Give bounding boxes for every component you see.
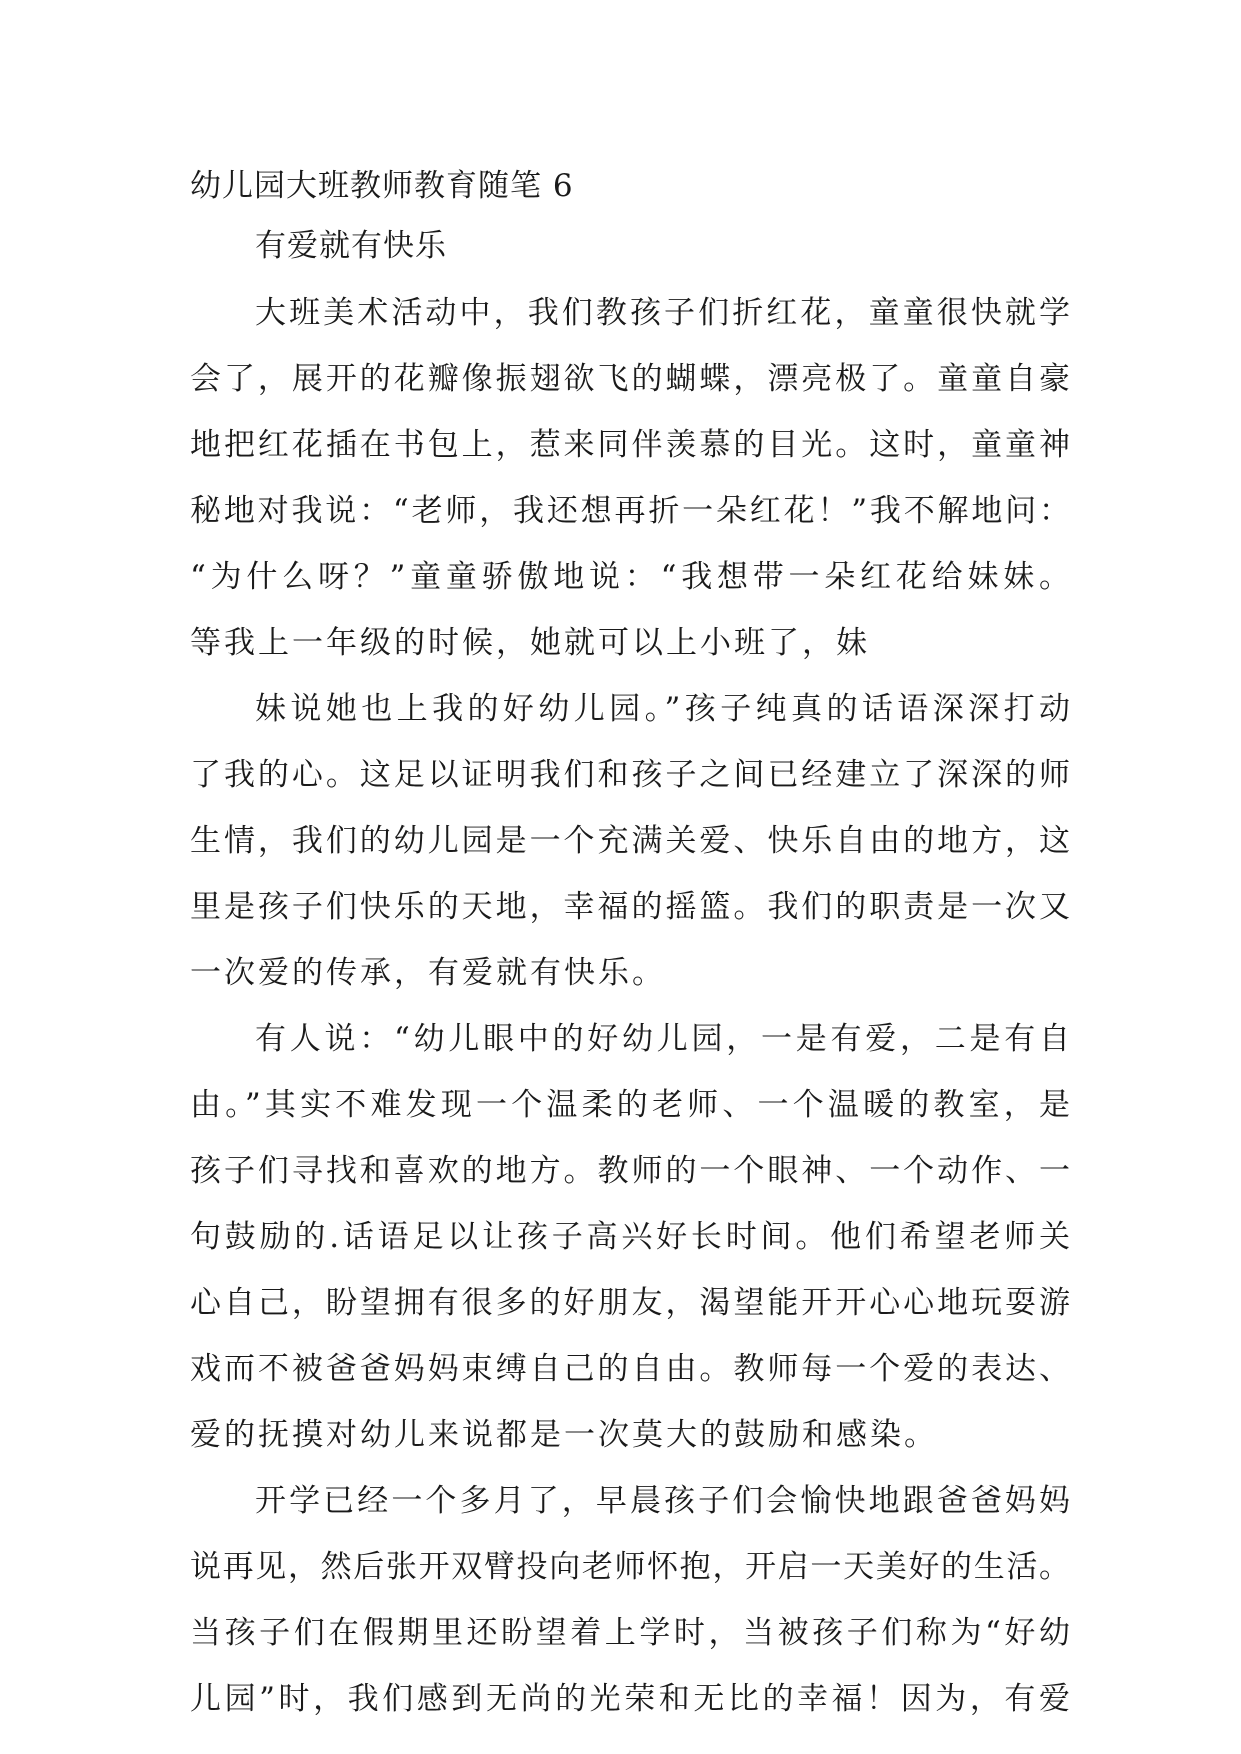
paragraph-line: 开学已经一个多月了，早晨孩子们会愉快地跟爸爸妈妈 (255, 1483, 1070, 1519)
paragraph-line: 儿园”时，我们感到无尚的光荣和无比的幸福！因为，有爱 (190, 1681, 1070, 1717)
paragraph-line: 爱的抚摸对幼儿来说都是一次莫大的鼓励和感染。 (190, 1417, 938, 1453)
paragraph-line: 当孩子们在假期里还盼望着上学时，当被孩子们称为“好幼 (190, 1615, 1070, 1651)
paragraph-line: 秘地对我说：“老师，我还想再折一朵红花！”我不解地问： (190, 493, 1070, 529)
document-subtitle: 有爱就有快乐 (255, 228, 447, 264)
paragraph-line: 心自己，盼望拥有很多的好朋友，渴望能开开心心地玩耍游 (190, 1285, 1070, 1321)
paragraph-line: 戏而不被爸爸妈妈束缚自己的自由。教师每一个爱的表达、 (190, 1351, 1070, 1387)
paragraph-line: 说再见，然后张开双臂投向老师怀抱，开启一天美好的生活。 (190, 1549, 1070, 1585)
paragraph-line: 有人说：“幼儿眼中的好幼儿园，一是有爱，二是有自 (255, 1021, 1070, 1057)
paragraph-line: 了我的心。这足以证明我们和孩子之间已经建立了深深的师 (190, 757, 1070, 793)
paragraph-line: 地把红花插在书包上，惹来同伴羡慕的目光。这时，童童神 (190, 427, 1070, 463)
paragraph-line: 等我上一年级的时候，她就可以上小班了，妹 (190, 625, 870, 661)
paragraph-line: 妹说她也上我的好幼儿园。”孩子纯真的话语深深打动 (255, 691, 1070, 727)
paragraph-line: 孩子们寻找和喜欢的地方。教师的一个眼神、一个动作、一 (190, 1153, 1070, 1189)
paragraph-line: 句鼓励的.话语足以让孩子高兴好长时间。他们希望老师关 (190, 1219, 1070, 1255)
paragraph-line: 由。”其实不难发现一个温柔的老师、一个温暖的教室，是 (190, 1087, 1070, 1123)
paragraph-line: “为什么呀？”童童骄傲地说：“我想带一朵红花给妹妹。 (190, 559, 1070, 595)
document-body (190, 280, 1070, 1732)
document-title: 幼儿园大班教师教育随笔 6 (190, 168, 574, 204)
paragraph-line: 里是孩子们快乐的天地，幸福的摇篮。我们的职责是一次又 (190, 889, 1070, 925)
paragraph-line: 大班美术活动中，我们教孩子们折红花，童童很快就学 (255, 295, 1070, 331)
paragraph-line: 生情，我们的幼儿园是一个充满关爱、快乐自由的地方，这 (190, 823, 1070, 859)
paragraph-line: 一次爱的传承，有爱就有快乐。 (190, 955, 666, 991)
paragraph-line: 会了，展开的花瓣像振翅欲飞的蝴蝶，漂亮极了。童童自豪 (190, 361, 1070, 397)
